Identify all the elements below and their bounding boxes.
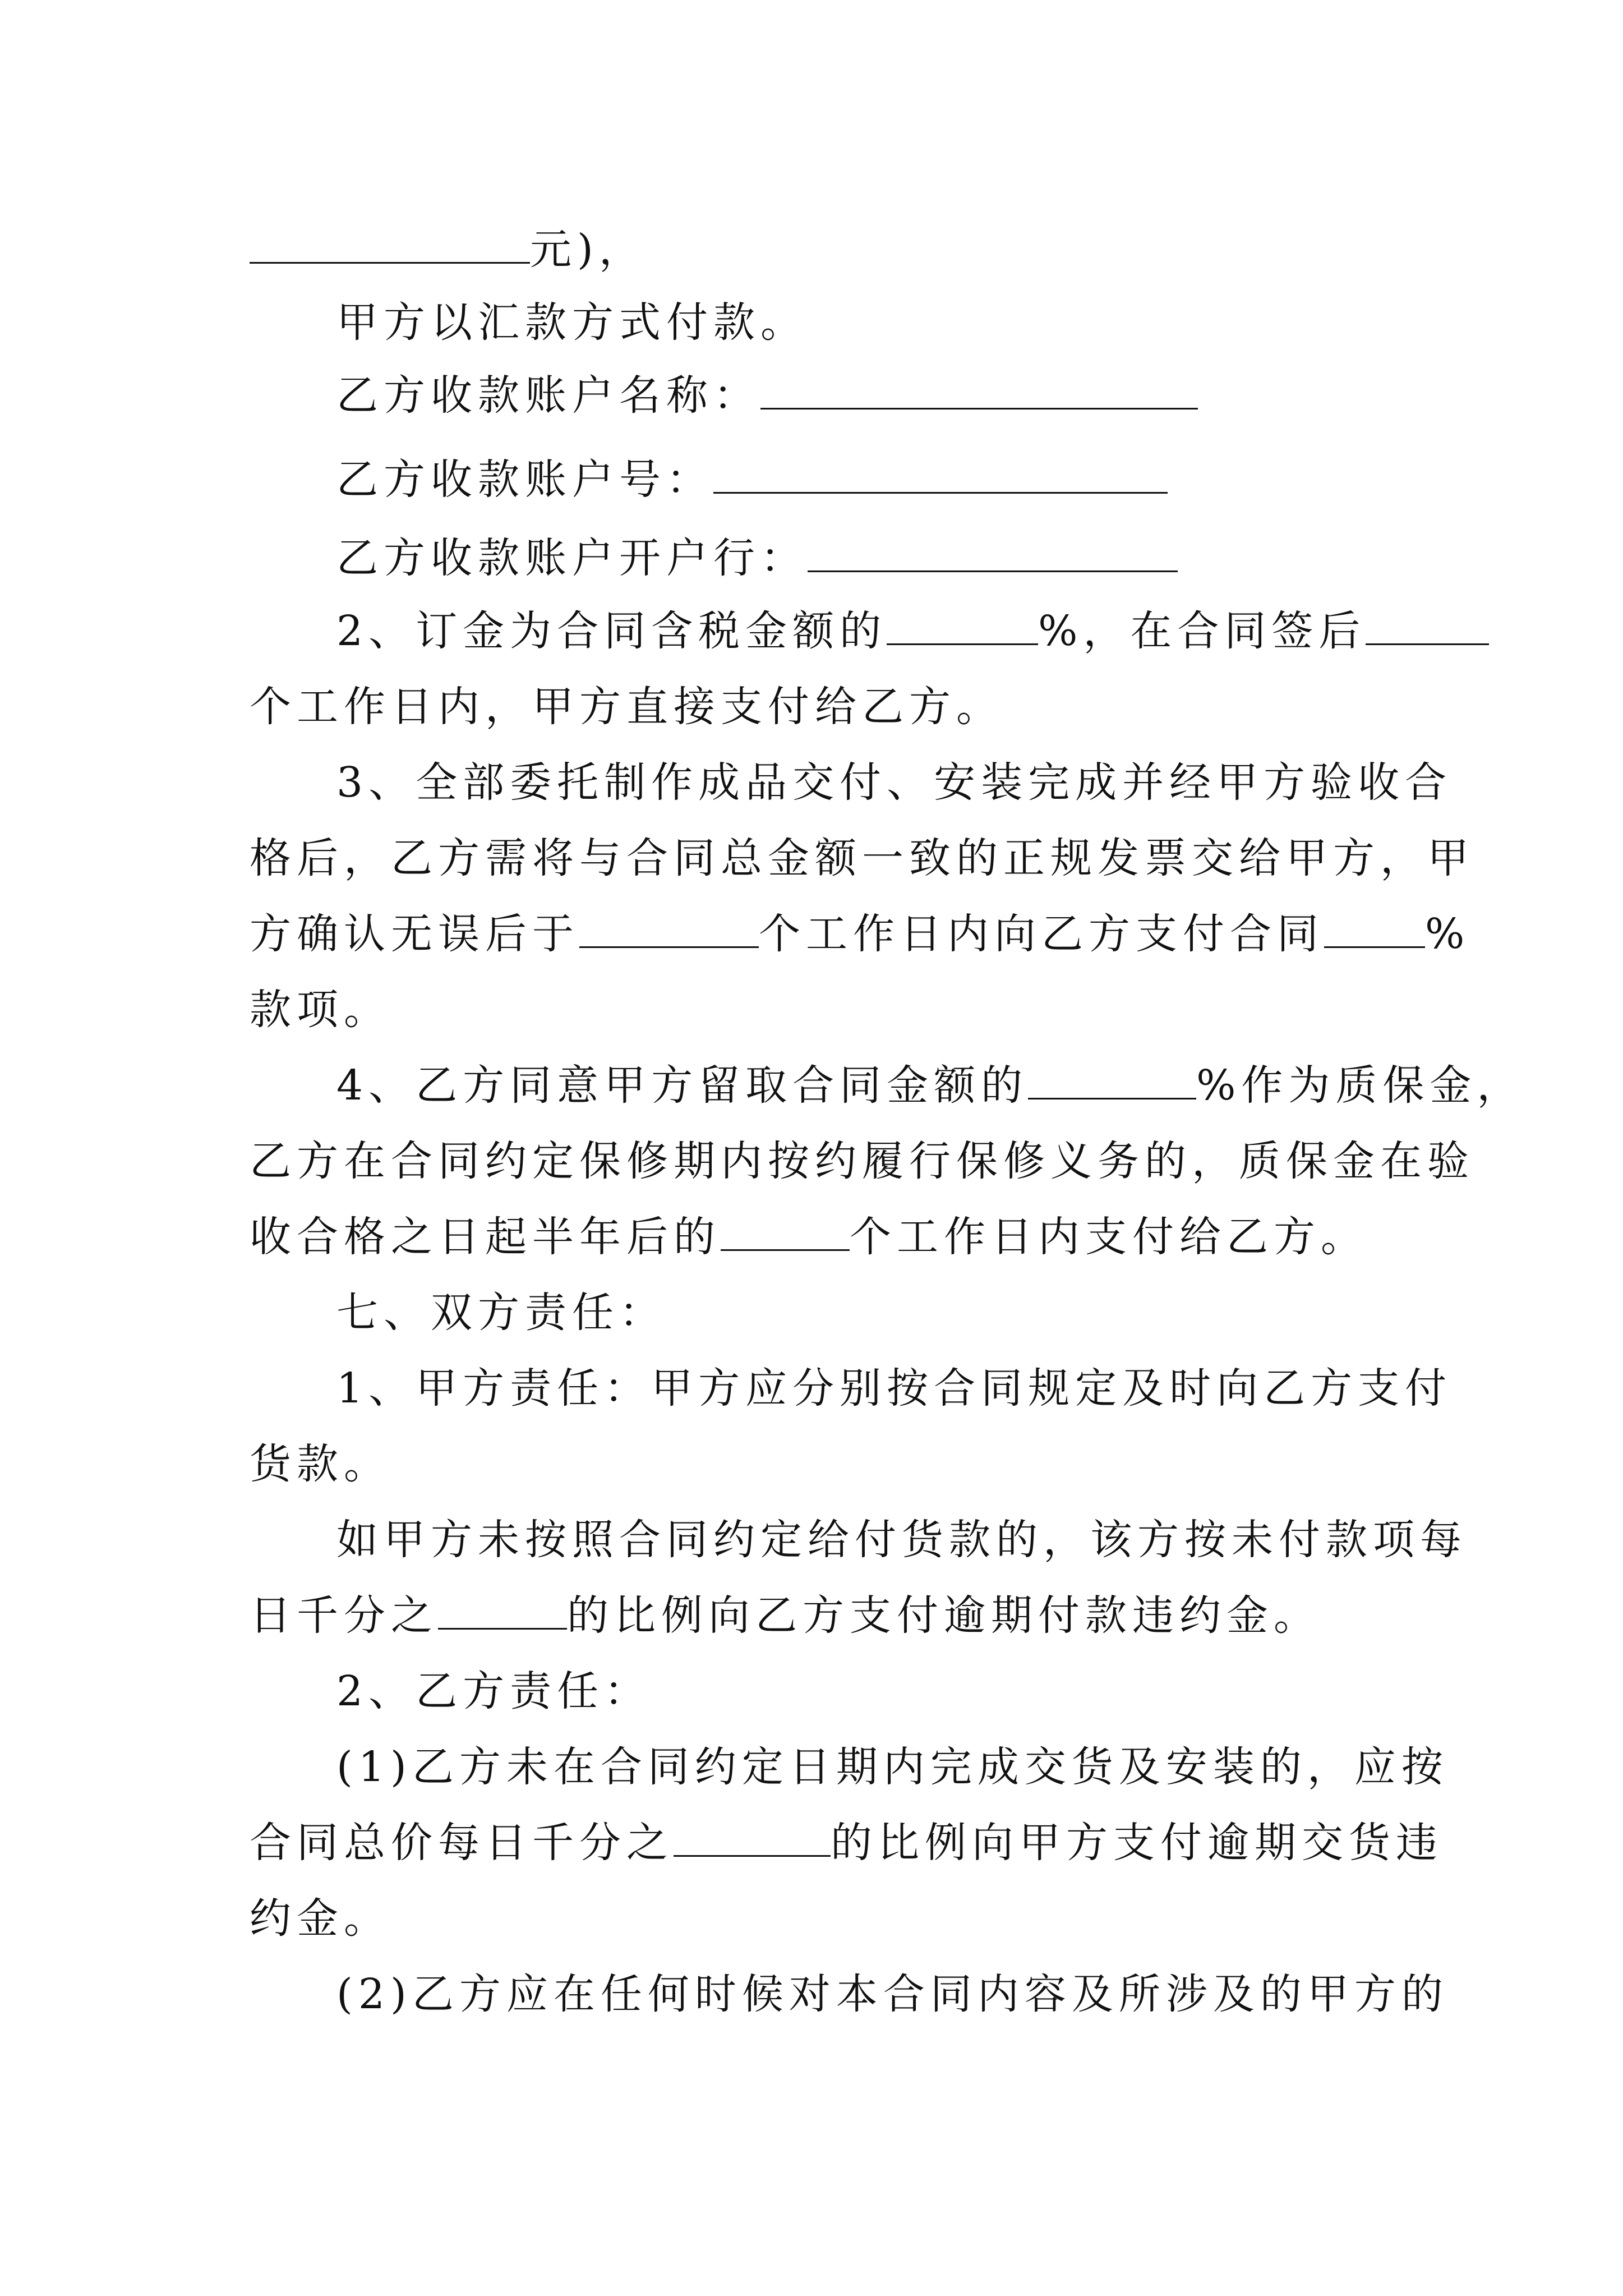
text-line-16: 1、甲方责任：甲方应分别按合同规定及时向乙方支付 <box>336 1364 1453 1412</box>
text-line-1: 元)， <box>250 222 646 278</box>
text-line-24: (2)乙方应在任何时候对本合同内容及所涉及的甲方的 <box>336 1970 1449 2018</box>
text-line-7: 个工作日内，甲方直接支付给乙方。 <box>250 683 1003 731</box>
blank-account-number <box>713 461 1168 494</box>
blank-amount <box>250 224 530 264</box>
text-line-13: 乙方在合同约定保修期内按约履行保修义务的，质保金在验 <box>250 1137 1474 1185</box>
text-line-20: 2、乙方责任： <box>336 1667 652 1715</box>
section-heading-responsibilities: 七、双方责任： <box>336 1289 666 1337</box>
blank-warranty-percent <box>1028 1060 1196 1099</box>
text-line-4: 乙方收款账户号： <box>336 452 1168 508</box>
text-line-14: 收合格之日起半年后的 个工作日内支付给乙方。 <box>250 1213 1368 1261</box>
blank-late-delivery-rate <box>674 1818 831 1857</box>
blank-account-name <box>760 377 1198 410</box>
text-line-11: 款项。 <box>250 986 391 1034</box>
text-line-21: (1)乙方未在合同约定日期内完成交货及安装的，应按 <box>336 1743 1449 1791</box>
text-line-18: 如甲方未按照合同约定给付货款的，该方按未付款项每 <box>336 1516 1467 1564</box>
blank-account-bank <box>808 540 1178 573</box>
text-line-12: 4、乙方同意甲方留取合同金额的 %作为质保金， <box>336 1061 1524 1110</box>
blank-deposit-percent <box>887 606 1038 645</box>
text-line-2: 甲方以汇款方式付款。 <box>336 298 808 347</box>
blank-late-payment-rate <box>438 1590 567 1630</box>
text-line-17: 货款。 <box>250 1440 391 1488</box>
text-line-23: 约金。 <box>250 1894 391 1943</box>
blank-deposit-days <box>1366 606 1489 645</box>
text-line-5: 乙方收款账户开户行： <box>336 530 1178 586</box>
blank-payment-days <box>579 909 759 948</box>
text-line-10: 方确认无误后于 个工作日内向乙方支付合同 % <box>250 910 1470 958</box>
text-line-19: 日千分之 的比例向乙方支付逾期付款违约金。 <box>250 1591 1321 1640</box>
blank-warranty-days <box>721 1212 850 1251</box>
text-line-3: 乙方收款账户名称： <box>336 367 1198 424</box>
text-line-8: 3、全部委托制作成品交付、安装完成并经甲方验收合 <box>336 758 1453 807</box>
text-line-6: 2、订金为合同含税金额的 %，在合同签后 <box>336 603 1489 659</box>
text-line-22: 合同总价每日千分之 的比例向甲方支付逾期交货违 <box>250 1819 1443 1867</box>
text-line-9: 格后，乙方需将与合同总金额一致的正规发票交给甲方，甲 <box>250 834 1474 882</box>
blank-payment-percent <box>1324 909 1425 948</box>
